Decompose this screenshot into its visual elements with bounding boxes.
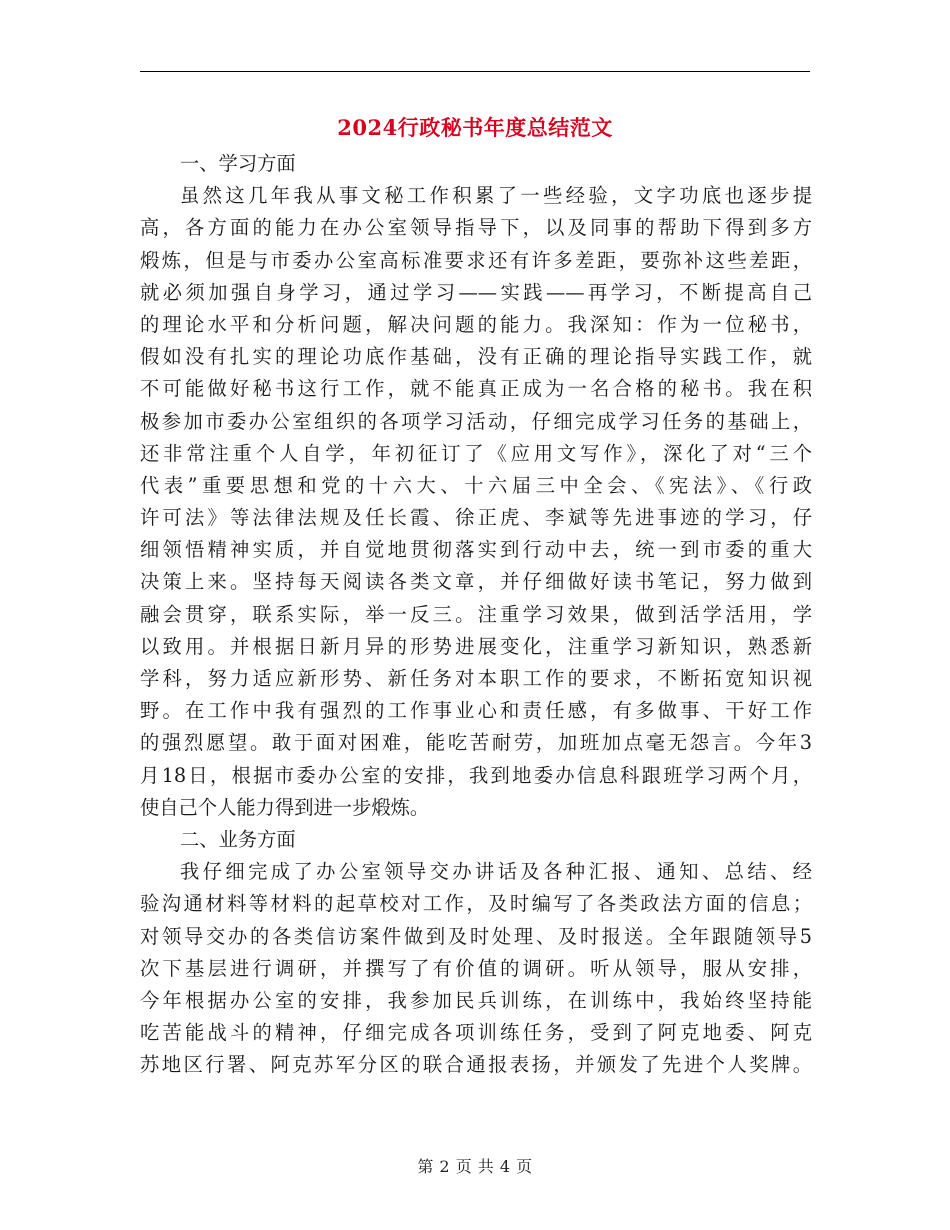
document-title: 2024行政秘书年度总结范文 xyxy=(337,115,613,140)
paragraph-line: 虽然这几年我从事文秘工作积累了一些经验，文字功底也逐步提 xyxy=(180,184,812,208)
paragraph-line: 今年根据办公室的安排，我参加民兵训练，在训练中，我始终坚持能 xyxy=(140,988,812,1012)
paragraph-line: 吃苦能战斗的精神，仔细完成各项训练任务，受到了阿克地委、阿克 xyxy=(140,1021,812,1045)
paragraph-line: 高，各方面的能力在办公室领导指导下，以及同事的帮助下得到多方 xyxy=(140,216,812,240)
paragraph-line: 不可能做好秘书这行工作，就不能真正成为一名合格的秘书。我在积 xyxy=(140,377,812,401)
paragraph-line: 验沟通材料等材料的起草校对工作，及时编写了各类政法方面的信息； xyxy=(140,892,812,916)
paragraph-line: 苏地区行署、阿克苏军分区的联合通报表扬，并颁发了先进个人奖牌。 xyxy=(140,1053,812,1077)
paragraph-line: 融会贯穿，联系实际，举一反三。注重学习效果，做到活学活用，学 xyxy=(140,602,812,626)
paragraph-line: 代表”重要思想和党的十六大、十六届三中全会、《宪法》、《行政 xyxy=(140,473,812,497)
paragraph-line: 我仔细完成了办公室领导交办讲话及各种汇报、通知、总结、经 xyxy=(180,860,812,884)
paragraph-line: 的强烈愿望。敢于面对困难，能吃苦耐劳，加班加点毫无怨言。今年3 xyxy=(140,731,812,755)
section-heading: 一、学习方面 xyxy=(180,152,296,175)
paragraph-line: 的理论水平和分析问题，解决问题的能力。我深知：作为一位秘书， xyxy=(140,312,812,336)
paragraph-line: 野。在工作中我有强烈的工作事业心和责任感，有多做事、干好工作 xyxy=(140,699,812,723)
paragraph-line: 次下基层进行调研，并撰写了有价值的调研。听从领导，服从安排， xyxy=(140,956,812,980)
paragraph-line: 细领悟精神实质，并自觉地贯彻落实到行动中去，统一到市委的重大 xyxy=(140,538,812,562)
page-footer: 第 2 页 共 4 页 xyxy=(417,1157,533,1176)
paragraph-line: 假如没有扎实的理论功底作基础，没有正确的理论指导实践工作，就 xyxy=(140,345,812,369)
paragraph-line: 对领导交办的各类信访案件做到及时处理、及时报送。全年跟随领导5 xyxy=(140,924,812,948)
paragraph-line: 月18日，根据市委办公室的安排，我到地委办信息科跟班学习两个月， xyxy=(140,763,812,787)
paragraph-line: 许可法》等法律法规及任长霞、徐正虎、李斌等先进事迹的学习，仔 xyxy=(140,506,812,530)
paragraph-line: 还非常注重个人自学，年初征订了《应用文写作》，深化了对“三个 xyxy=(140,441,812,465)
document-body xyxy=(140,148,812,1081)
paragraph-line: 以致用。并根据日新月异的形势进展变化，注重学习新知识，熟悉新 xyxy=(140,634,812,658)
paragraph-line: 学科，努力适应新形势、新任务对本职工作的要求，不断拓宽知识视 xyxy=(140,667,812,690)
paragraph-line: 就必须加强自身学习，通过学习——实践——再学习，不断提高自己 xyxy=(140,280,812,304)
paragraph-line: 煅炼，但是与市委办公室高标准要求还有许多差距，要弥补这些差距， xyxy=(140,248,812,272)
paragraph-line: 使自己个人能力得到进一步煅炼。 xyxy=(140,795,430,819)
header-rule xyxy=(140,71,810,72)
paragraph-line: 决策上来。坚持每天阅读各类文章，并仔细做好读书笔记，努力做到 xyxy=(140,570,812,594)
section-heading: 二、业务方面 xyxy=(180,827,296,851)
paragraph-line: 极参加市委办公室组织的各项学习活动，仔细完成学习任务的基础上， xyxy=(140,409,812,433)
